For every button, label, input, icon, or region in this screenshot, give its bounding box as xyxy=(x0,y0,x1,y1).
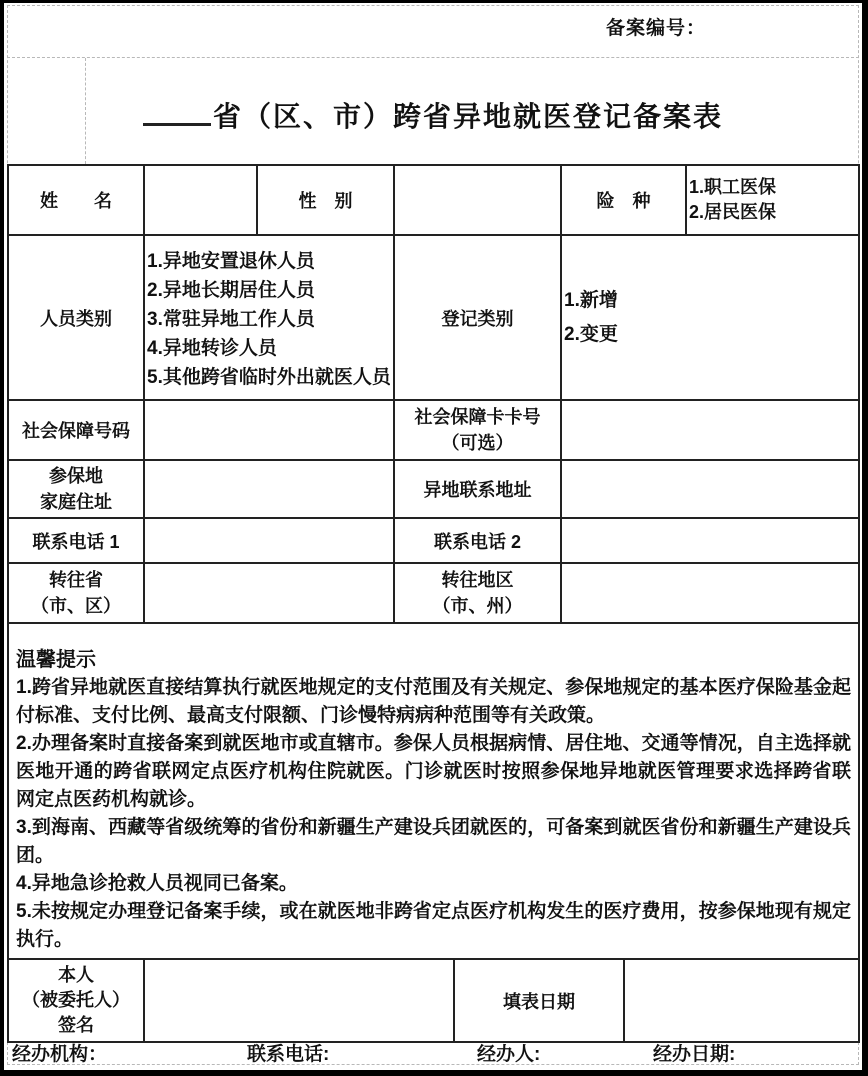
table-row xyxy=(8,460,859,518)
registration-option-new[interactable]: 1.新增 xyxy=(564,289,618,311)
signature-label xyxy=(8,959,144,1042)
insurance-option-resident[interactable]: 2.居民医保 xyxy=(689,202,777,222)
registration-table xyxy=(7,164,860,1043)
table-row xyxy=(8,623,859,959)
table-row xyxy=(8,959,859,1042)
signature-label-line1: 本人 xyxy=(58,965,94,985)
handling-footer xyxy=(4,1039,862,1063)
category-option-2[interactable]: 2.异地长期居住人员 xyxy=(147,280,315,301)
registration-type-label: 登记类别 xyxy=(394,235,561,400)
gender-input-cell[interactable] xyxy=(394,165,561,235)
card-number-label xyxy=(394,400,561,460)
table-row xyxy=(8,518,859,563)
home-address-label-line2: 家庭住址 xyxy=(40,492,112,512)
table-row xyxy=(8,235,859,400)
ssn-input-cell[interactable] xyxy=(144,400,394,460)
agency-phone-label: 联系电话: xyxy=(247,1044,330,1065)
tips-title: 温馨提示 xyxy=(16,649,96,671)
signature-label-line3: 签名 xyxy=(58,1015,94,1035)
tips-item-2: 2.办理备案时直接备案到就医地市或直辖市。参保人员根据病情、居住地、交通等情况，自主选择就医地开通的跨省联网定点医疗机构住院就医。门诊就医时按照参保地异地就医管理要求选择跨省联网定点医药机构就诊。 xyxy=(16,733,851,810)
form-title-text: 省（区、市）跨省异地就医登记备案表 xyxy=(212,101,723,132)
handling-date-label: 经办日期: xyxy=(653,1044,736,1065)
province-blank-line[interactable] xyxy=(143,96,211,126)
operator-label: 经办人: xyxy=(477,1044,541,1065)
table-row xyxy=(8,400,859,460)
person-category-label: 人员类别 xyxy=(8,235,144,400)
home-address-label-line1: 参保地 xyxy=(49,466,103,486)
home-address-input-cell[interactable] xyxy=(144,460,394,518)
phone2-label: 联系电话 2 xyxy=(394,518,561,563)
registration-option-change[interactable]: 2.变更 xyxy=(564,323,618,345)
home-address-label xyxy=(8,460,144,518)
phone1-label: 联系电话 1 xyxy=(8,518,144,563)
name-input-cell[interactable] xyxy=(144,165,257,235)
dest-province-label-line1: 转往省 xyxy=(49,570,103,590)
insurance-option-employee[interactable]: 1.职工医保 xyxy=(689,177,777,197)
dest-region-label xyxy=(394,563,561,623)
header-dashed-divider xyxy=(7,57,859,58)
dest-province-label-line2: （市、区） xyxy=(31,596,121,616)
dest-region-label-line1: 转往地区 xyxy=(441,570,514,590)
tips-item-1: 1.跨省异地就医直接结算执行就医地规定的支付范围及有关规定、参保地规定的基本医疗保险基金起付标准、支付比例、最高支付限额、门诊慢特病病种范围等有关政策。 xyxy=(16,677,851,726)
name-label: 姓 名 xyxy=(8,165,144,235)
filing-number-label: 备案编号： xyxy=(606,18,707,39)
ssn-label: 社会保障号码 xyxy=(8,400,144,460)
category-option-3[interactable]: 3.常驻异地工作人员 xyxy=(147,309,315,330)
card-number-input-cell[interactable] xyxy=(561,400,859,460)
form-title xyxy=(4,95,862,135)
table-row xyxy=(8,165,859,235)
category-option-5[interactable]: 5.其他跨省临时外出就医人员 xyxy=(147,367,391,388)
signature-input-cell[interactable] xyxy=(144,959,454,1042)
tips-item-4: 4.异地急诊抢救人员视同已备案。 xyxy=(16,873,298,894)
insurance-type-label: 险 种 xyxy=(561,165,686,235)
card-number-label-line1: 社会保障卡卡号 xyxy=(414,407,541,427)
gender-label: 性 别 xyxy=(257,165,394,235)
remote-address-label: 异地联系地址 xyxy=(394,460,561,518)
fill-date-input-cell[interactable] xyxy=(624,959,859,1042)
insurance-type-options[interactable] xyxy=(686,165,859,235)
registration-type-options[interactable] xyxy=(561,235,859,400)
dest-province-label xyxy=(8,563,144,623)
phone2-input-cell[interactable] xyxy=(561,518,859,563)
tips-item-5: 5.未按规定办理登记备案手续，或在就医地非跨省定点医疗机构发生的医疗费用，按参保地现有规定执行。 xyxy=(16,901,851,950)
dest-province-input-cell[interactable] xyxy=(144,563,394,623)
category-option-4[interactable]: 4.异地转诊人员 xyxy=(147,338,277,359)
tips-item-3: 3.到海南、西藏等省级统筹的省份和新疆生产建设兵团就医的，可备案到就医省份和新疆生产建设兵团。 xyxy=(16,817,851,866)
category-option-1[interactable]: 1.异地安置退休人员 xyxy=(147,251,315,272)
dest-region-input-cell[interactable] xyxy=(561,563,859,623)
tips-notice-cell xyxy=(8,623,859,959)
remote-address-input-cell[interactable] xyxy=(561,460,859,518)
card-number-label-line2: （可选） xyxy=(441,433,514,453)
dest-region-label-line2: （市、州） xyxy=(432,596,523,616)
phone1-input-cell[interactable] xyxy=(144,518,394,563)
person-category-options[interactable] xyxy=(144,235,394,400)
table-row xyxy=(8,563,859,623)
fill-date-label: 填表日期 xyxy=(454,959,624,1042)
agency-label: 经办机构： xyxy=(12,1044,108,1065)
signature-label-line2: （被委托人） xyxy=(22,990,130,1010)
